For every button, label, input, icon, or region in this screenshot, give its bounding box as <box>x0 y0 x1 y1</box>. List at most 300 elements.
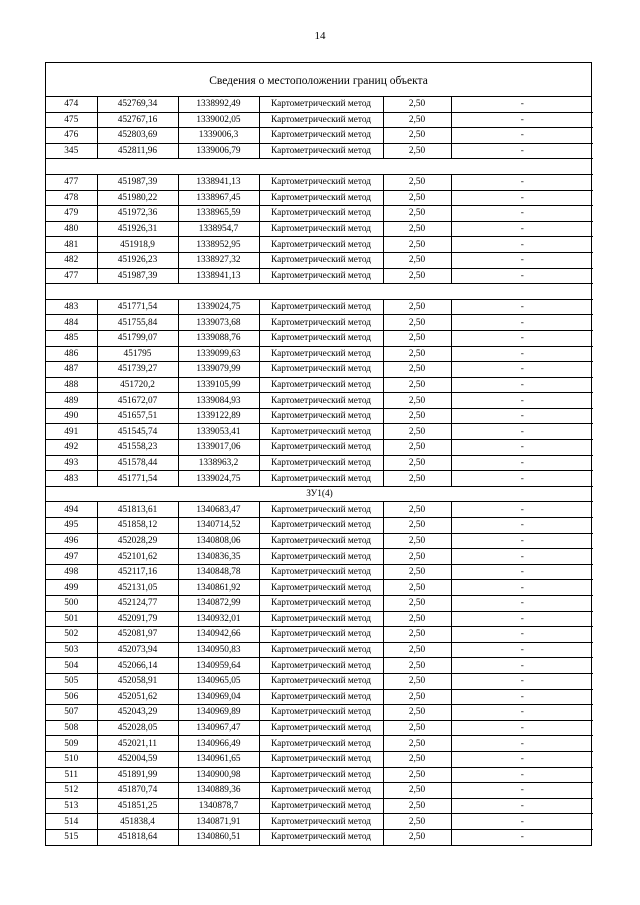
method-cell: Картометрический метод <box>259 767 383 783</box>
y-coordinate-cell: 1338967,45 <box>178 190 259 206</box>
accuracy-cell: 2,50 <box>383 190 451 206</box>
description-cell: - <box>451 751 593 767</box>
accuracy-cell: 2,50 <box>383 829 451 844</box>
x-coordinate-cell: 452101,62 <box>97 549 178 565</box>
x-coordinate-cell: 451891,99 <box>97 767 178 783</box>
x-coordinate-cell: 452058,91 <box>97 673 178 689</box>
table-row <box>46 315 593 331</box>
description-cell: - <box>451 237 593 253</box>
x-coordinate-cell: 451870,74 <box>97 783 178 799</box>
method-cell: Картометрический метод <box>259 455 383 471</box>
x-coordinate-cell: 451799,07 <box>97 330 178 346</box>
point-number-cell: 481 <box>46 237 97 253</box>
x-coordinate-cell: 452043,29 <box>97 705 178 721</box>
x-coordinate-cell: 452811,96 <box>97 143 178 159</box>
page-number: 14 <box>314 30 326 42</box>
y-coordinate-cell: 1340969,04 <box>178 689 259 705</box>
method-cell: Картометрический метод <box>259 408 383 424</box>
y-coordinate-cell: 1339073,68 <box>178 315 259 331</box>
point-number-cell: 492 <box>46 440 97 456</box>
x-coordinate-cell: 451987,39 <box>97 268 178 284</box>
method-cell: Картометрический метод <box>259 829 383 844</box>
method-cell: Картометрический метод <box>259 642 383 658</box>
description-cell: - <box>451 564 593 580</box>
method-cell: Картометрический метод <box>259 174 383 190</box>
accuracy-cell: 2,50 <box>383 580 451 596</box>
table-row <box>46 564 593 580</box>
separator-cell <box>46 159 593 175</box>
point-number-cell: 495 <box>46 518 97 534</box>
y-coordinate-cell: 1339088,76 <box>178 330 259 346</box>
y-coordinate-cell: 1340950,83 <box>178 642 259 658</box>
x-coordinate-cell: 451926,31 <box>97 221 178 237</box>
y-coordinate-cell: 1339099,63 <box>178 346 259 362</box>
method-cell: Картометрический метод <box>259 299 383 315</box>
point-number-cell: 515 <box>46 829 97 844</box>
table-row <box>46 611 593 627</box>
y-coordinate-cell: 1339079,99 <box>178 362 259 378</box>
table-row <box>46 440 593 456</box>
point-number-cell: 509 <box>46 736 97 752</box>
point-number-cell: 496 <box>46 533 97 549</box>
method-cell: Картометрический метод <box>259 252 383 268</box>
accuracy-cell: 2,50 <box>383 221 451 237</box>
point-number-cell: 491 <box>46 424 97 440</box>
accuracy-cell: 2,50 <box>383 408 451 424</box>
accuracy-cell: 2,50 <box>383 673 451 689</box>
accuracy-cell: 2,50 <box>383 128 451 144</box>
description-cell: - <box>451 408 593 424</box>
y-coordinate-cell: 1338963,2 <box>178 455 259 471</box>
method-cell: Картометрический метод <box>259 814 383 830</box>
method-cell: Картометрический метод <box>259 736 383 752</box>
accuracy-cell: 2,50 <box>383 689 451 705</box>
x-coordinate-cell: 452091,79 <box>97 611 178 627</box>
point-number-cell: 479 <box>46 206 97 222</box>
table-row <box>46 237 593 253</box>
description-cell: - <box>451 299 593 315</box>
coordinates-table-body <box>46 97 593 845</box>
table-row <box>46 642 593 658</box>
table-row <box>46 533 593 549</box>
method-cell: Картометрический метод <box>259 783 383 799</box>
y-coordinate-cell: 1339006,3 <box>178 128 259 144</box>
point-number-cell: 489 <box>46 393 97 409</box>
description-cell: - <box>451 829 593 844</box>
table-row <box>46 829 593 844</box>
y-coordinate-cell: 1339053,41 <box>178 424 259 440</box>
point-number-cell: 477 <box>46 174 97 190</box>
x-coordinate-cell: 451739,27 <box>97 362 178 378</box>
description-cell: - <box>451 783 593 799</box>
accuracy-cell: 2,50 <box>383 736 451 752</box>
description-cell: - <box>451 315 593 331</box>
point-number-cell: 487 <box>46 362 97 378</box>
point-number-cell: 345 <box>46 143 97 159</box>
x-coordinate-cell: 452117,16 <box>97 564 178 580</box>
x-coordinate-cell: 451987,39 <box>97 174 178 190</box>
y-coordinate-cell: 1339002,05 <box>178 112 259 128</box>
method-cell: Картометрический метод <box>259 596 383 612</box>
table-row <box>46 658 593 674</box>
x-coordinate-cell: 451771,54 <box>97 299 178 315</box>
accuracy-cell: 2,50 <box>383 611 451 627</box>
method-cell: Картометрический метод <box>259 362 383 378</box>
table-row <box>46 206 593 222</box>
table-row <box>46 252 593 268</box>
description-cell: - <box>451 471 593 487</box>
y-coordinate-cell: 1340860,51 <box>178 829 259 844</box>
table-row <box>46 112 593 128</box>
x-coordinate-cell: 452066,14 <box>97 658 178 674</box>
description-cell: - <box>451 362 593 378</box>
table-row <box>46 174 593 190</box>
description-cell: - <box>451 128 593 144</box>
accuracy-cell: 2,50 <box>383 174 451 190</box>
method-cell: Картометрический метод <box>259 720 383 736</box>
accuracy-cell: 2,50 <box>383 798 451 814</box>
method-cell: Картометрический метод <box>259 518 383 534</box>
coordinates-table <box>46 97 593 845</box>
x-coordinate-cell: 451980,22 <box>97 190 178 206</box>
accuracy-cell: 2,50 <box>383 502 451 518</box>
point-number-cell: 506 <box>46 689 97 705</box>
table-row <box>46 798 593 814</box>
accuracy-cell: 2,50 <box>383 440 451 456</box>
point-number-cell: 493 <box>46 455 97 471</box>
description-cell: - <box>451 330 593 346</box>
accuracy-cell: 2,50 <box>383 299 451 315</box>
point-number-cell: 514 <box>46 814 97 830</box>
x-coordinate-cell: 451858,12 <box>97 518 178 534</box>
table-row <box>46 580 593 596</box>
y-coordinate-cell: 1340848,78 <box>178 564 259 580</box>
description-cell: - <box>451 97 593 112</box>
y-coordinate-cell: 1340872,99 <box>178 596 259 612</box>
table-row <box>46 518 593 534</box>
accuracy-cell: 2,50 <box>383 330 451 346</box>
accuracy-cell: 2,50 <box>383 814 451 830</box>
x-coordinate-cell: 451720,2 <box>97 377 178 393</box>
x-coordinate-cell: 451851,25 <box>97 798 178 814</box>
accuracy-cell: 2,50 <box>383 346 451 362</box>
description-cell: - <box>451 689 593 705</box>
description-cell: - <box>451 798 593 814</box>
description-cell: - <box>451 705 593 721</box>
point-number-cell: 480 <box>46 221 97 237</box>
method-cell: Картометрический метод <box>259 673 383 689</box>
point-number-cell: 501 <box>46 611 97 627</box>
x-coordinate-cell: 452767,16 <box>97 112 178 128</box>
method-cell: Картометрический метод <box>259 658 383 674</box>
method-cell: Картометрический метод <box>259 751 383 767</box>
accuracy-cell: 2,50 <box>383 471 451 487</box>
y-coordinate-cell: 1339024,75 <box>178 471 259 487</box>
y-coordinate-cell: 1340932,01 <box>178 611 259 627</box>
accuracy-cell: 2,50 <box>383 377 451 393</box>
accuracy-cell: 2,50 <box>383 112 451 128</box>
point-number-cell: 498 <box>46 564 97 580</box>
point-number-cell: 478 <box>46 190 97 206</box>
y-coordinate-cell: 1338954,7 <box>178 221 259 237</box>
x-coordinate-cell: 451972,36 <box>97 206 178 222</box>
description-cell: - <box>451 814 593 830</box>
accuracy-cell: 2,50 <box>383 533 451 549</box>
table-row <box>46 377 593 393</box>
description-cell: - <box>451 549 593 565</box>
accuracy-cell: 2,50 <box>383 143 451 159</box>
method-cell: Картометрический метод <box>259 393 383 409</box>
method-cell: Картометрический метод <box>259 705 383 721</box>
x-coordinate-cell: 452769,34 <box>97 97 178 112</box>
x-coordinate-cell: 452073,94 <box>97 642 178 658</box>
x-coordinate-cell: 451926,23 <box>97 252 178 268</box>
table-row <box>46 330 593 346</box>
method-cell: Картометрический метод <box>259 798 383 814</box>
method-cell: Картометрический метод <box>259 627 383 643</box>
boundary-table-frame <box>45 62 592 846</box>
method-cell: Картометрический метод <box>259 377 383 393</box>
point-number-cell: 475 <box>46 112 97 128</box>
accuracy-cell: 2,50 <box>383 424 451 440</box>
description-cell: - <box>451 611 593 627</box>
separator-row <box>46 159 593 175</box>
y-coordinate-cell: 1340889,36 <box>178 783 259 799</box>
point-number-cell: 497 <box>46 549 97 565</box>
method-cell: Картометрический метод <box>259 315 383 331</box>
table-title: Сведения о местоположении границ объекта <box>46 63 591 97</box>
accuracy-cell: 2,50 <box>383 658 451 674</box>
method-cell: Картометрический метод <box>259 97 383 112</box>
x-coordinate-cell: 452051,62 <box>97 689 178 705</box>
table-row <box>46 143 593 159</box>
table-row <box>46 190 593 206</box>
x-coordinate-cell: 451657,51 <box>97 408 178 424</box>
y-coordinate-cell: 1338941,13 <box>178 268 259 284</box>
accuracy-cell: 2,50 <box>383 596 451 612</box>
y-coordinate-cell: 1338965,59 <box>178 206 259 222</box>
accuracy-cell: 2,50 <box>383 97 451 112</box>
y-coordinate-cell: 1340959,64 <box>178 658 259 674</box>
y-coordinate-cell: 1338992,49 <box>178 97 259 112</box>
table-row <box>46 783 593 799</box>
method-cell: Картометрический метод <box>259 580 383 596</box>
point-number-cell: 499 <box>46 580 97 596</box>
description-cell: - <box>451 424 593 440</box>
description-cell: - <box>451 596 593 612</box>
method-cell: Картометрический метод <box>259 190 383 206</box>
table-row <box>46 221 593 237</box>
accuracy-cell: 2,50 <box>383 362 451 378</box>
description-cell: - <box>451 720 593 736</box>
point-number-cell: 500 <box>46 596 97 612</box>
method-cell: Картометрический метод <box>259 128 383 144</box>
point-number-cell: 513 <box>46 798 97 814</box>
method-cell: Картометрический метод <box>259 330 383 346</box>
accuracy-cell: 2,50 <box>383 627 451 643</box>
table-row <box>46 736 593 752</box>
method-cell: Картометрический метод <box>259 471 383 487</box>
section-label: ЗУ1(4) <box>46 486 593 502</box>
point-number-cell: 476 <box>46 128 97 144</box>
method-cell: Картометрический метод <box>259 237 383 253</box>
y-coordinate-cell: 1340967,47 <box>178 720 259 736</box>
accuracy-cell: 2,50 <box>383 518 451 534</box>
description-cell: - <box>451 174 593 190</box>
table-row <box>46 408 593 424</box>
accuracy-cell: 2,50 <box>383 206 451 222</box>
description-cell: - <box>451 502 593 518</box>
table-row <box>46 549 593 565</box>
point-number-cell: 474 <box>46 97 97 112</box>
table-row <box>46 455 593 471</box>
method-cell: Картометрический метод <box>259 221 383 237</box>
method-cell: Картометрический метод <box>259 206 383 222</box>
description-cell: - <box>451 206 593 222</box>
x-coordinate-cell: 451578,44 <box>97 455 178 471</box>
accuracy-cell: 2,50 <box>383 315 451 331</box>
table-row <box>46 97 593 112</box>
description-cell: - <box>451 580 593 596</box>
y-coordinate-cell: 1339006,79 <box>178 143 259 159</box>
x-coordinate-cell: 451558,23 <box>97 440 178 456</box>
method-cell: Картометрический метод <box>259 143 383 159</box>
table-row <box>46 814 593 830</box>
description-cell: - <box>451 252 593 268</box>
x-coordinate-cell: 451771,54 <box>97 471 178 487</box>
x-coordinate-cell: 452803,69 <box>97 128 178 144</box>
method-cell: Картометрический метод <box>259 611 383 627</box>
description-cell: - <box>451 268 593 284</box>
table-row <box>46 720 593 736</box>
table-row <box>46 767 593 783</box>
description-cell: - <box>451 627 593 643</box>
separator-row <box>46 284 593 300</box>
point-number-cell: 502 <box>46 627 97 643</box>
point-number-cell: 494 <box>46 502 97 518</box>
accuracy-cell: 2,50 <box>383 767 451 783</box>
point-number-cell: 485 <box>46 330 97 346</box>
x-coordinate-cell: 451838,4 <box>97 814 178 830</box>
x-coordinate-cell: 452081,97 <box>97 627 178 643</box>
point-number-cell: 507 <box>46 705 97 721</box>
accuracy-cell: 2,50 <box>383 642 451 658</box>
point-number-cell: 510 <box>46 751 97 767</box>
separator-cell <box>46 284 593 300</box>
method-cell: Картометрический метод <box>259 564 383 580</box>
y-coordinate-cell: 1340900,98 <box>178 767 259 783</box>
y-coordinate-cell: 1339017,06 <box>178 440 259 456</box>
point-number-cell: 484 <box>46 315 97 331</box>
method-cell: Картометрический метод <box>259 549 383 565</box>
y-coordinate-cell: 1340942,66 <box>178 627 259 643</box>
x-coordinate-cell: 451795 <box>97 346 178 362</box>
point-number-cell: 483 <box>46 471 97 487</box>
y-coordinate-cell: 1340961,65 <box>178 751 259 767</box>
x-coordinate-cell: 452004,59 <box>97 751 178 767</box>
accuracy-cell: 2,50 <box>383 268 451 284</box>
y-coordinate-cell: 1340969,89 <box>178 705 259 721</box>
section-row <box>46 486 593 502</box>
y-coordinate-cell: 1340878,7 <box>178 798 259 814</box>
table-row <box>46 627 593 643</box>
x-coordinate-cell: 452028,29 <box>97 533 178 549</box>
x-coordinate-cell: 451672,07 <box>97 393 178 409</box>
accuracy-cell: 2,50 <box>383 393 451 409</box>
description-cell: - <box>451 658 593 674</box>
x-coordinate-cell: 451755,84 <box>97 315 178 331</box>
accuracy-cell: 2,50 <box>383 564 451 580</box>
y-coordinate-cell: 1338927,32 <box>178 252 259 268</box>
point-number-cell: 512 <box>46 783 97 799</box>
table-row <box>46 471 593 487</box>
table-row <box>46 751 593 767</box>
description-cell: - <box>451 455 593 471</box>
table-row <box>46 596 593 612</box>
description-cell: - <box>451 440 593 456</box>
y-coordinate-cell: 1339105,99 <box>178 377 259 393</box>
description-cell: - <box>451 767 593 783</box>
x-coordinate-cell: 451818,64 <box>97 829 178 844</box>
table-row <box>46 689 593 705</box>
accuracy-cell: 2,50 <box>383 252 451 268</box>
point-number-cell: 488 <box>46 377 97 393</box>
table-row <box>46 346 593 362</box>
accuracy-cell: 2,50 <box>383 455 451 471</box>
description-cell: - <box>451 642 593 658</box>
method-cell: Картометрический метод <box>259 689 383 705</box>
table-row <box>46 502 593 518</box>
y-coordinate-cell: 1339122,89 <box>178 408 259 424</box>
accuracy-cell: 2,50 <box>383 783 451 799</box>
y-coordinate-cell: 1340683,47 <box>178 502 259 518</box>
point-number-cell: 504 <box>46 658 97 674</box>
point-number-cell: 482 <box>46 252 97 268</box>
method-cell: Картометрический метод <box>259 440 383 456</box>
table-row <box>46 299 593 315</box>
y-coordinate-cell: 1340861,92 <box>178 580 259 596</box>
table-row <box>46 128 593 144</box>
accuracy-cell: 2,50 <box>383 549 451 565</box>
method-cell: Картометрический метод <box>259 268 383 284</box>
accuracy-cell: 2,50 <box>383 237 451 253</box>
y-coordinate-cell: 1338952,95 <box>178 237 259 253</box>
table-row <box>46 393 593 409</box>
point-number-cell: 486 <box>46 346 97 362</box>
description-cell: - <box>451 346 593 362</box>
method-cell: Картометрический метод <box>259 346 383 362</box>
table-row <box>46 362 593 378</box>
point-number-cell: 505 <box>46 673 97 689</box>
accuracy-cell: 2,50 <box>383 720 451 736</box>
x-coordinate-cell: 451918,9 <box>97 237 178 253</box>
method-cell: Картометрический метод <box>259 424 383 440</box>
description-cell: - <box>451 673 593 689</box>
y-coordinate-cell: 1339024,75 <box>178 299 259 315</box>
x-coordinate-cell: 452124,77 <box>97 596 178 612</box>
description-cell: - <box>451 112 593 128</box>
description-cell: - <box>451 533 593 549</box>
method-cell: Картометрический метод <box>259 112 383 128</box>
x-coordinate-cell: 452021,11 <box>97 736 178 752</box>
x-coordinate-cell: 451545,74 <box>97 424 178 440</box>
table-row <box>46 673 593 689</box>
point-number-cell: 503 <box>46 642 97 658</box>
description-cell: - <box>451 143 593 159</box>
y-coordinate-cell: 1340965,05 <box>178 673 259 689</box>
x-coordinate-cell: 451813,61 <box>97 502 178 518</box>
method-cell: Картометрический метод <box>259 502 383 518</box>
